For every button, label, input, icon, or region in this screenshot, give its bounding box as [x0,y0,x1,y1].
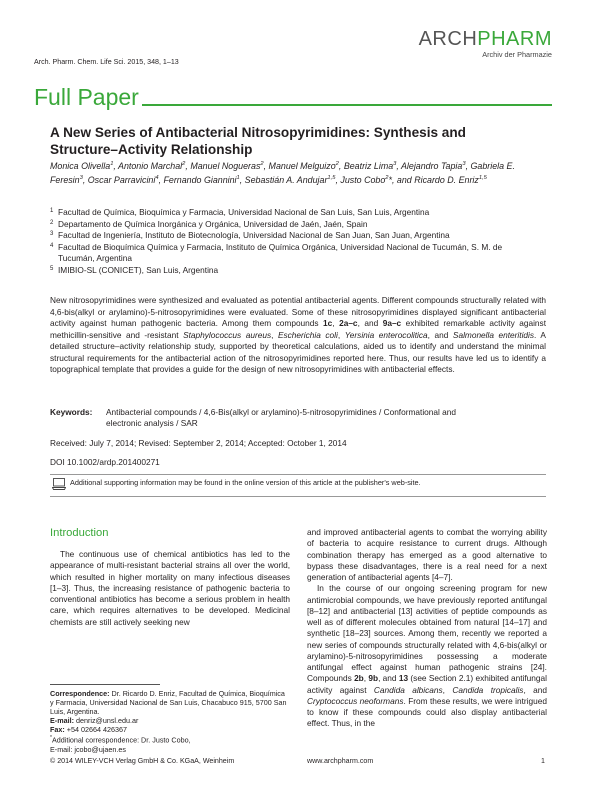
divider [50,496,546,497]
intro-right-column [307,527,547,730]
doi[interactable]: DOI 10.1002/ardp.201400271 [50,457,160,467]
abstract: New nitrosopyrimidines were synthesized and evaluated as potential antibacterial agents. Different compounds structurally related with 4,6-bis(alkyl or arylamino)-5-nitrosopyrimidines were evaluated. Some of these nitrosopyrimidines displayed significant antibacterial activity against human pathogenic bacteria. Among them compounds 1c, 2a–c, and 9a–c exhibited remarkable activity against methicillin-sensitive and -resistant Staphylococcus aureus, Escherichia coli, Yersinia enterocolitica, and Salmonella enteritidis. A detailed structure–activity relationship study, supported by theoretical calculations, aided us to identify and understand the minimal structural requirements for the antibacterial action of the nitrosopyrimidines reported here. Thus, our results have led us to identify a topographical template that provides a guide for the design of new nitrosopyrimidines with antibacterial effects. [50,295,546,374]
fax-number: +54 02664 426367 [66,725,127,735]
copyright: © 2014 WILEY-VCH Verlag GmbH & Co. KGaA, Weinheim [50,757,235,765]
logo-arch-text: ARCH [418,28,478,50]
correspondence-block: Correspondence: Dr. Ricardo D. Enriz, Facultad de Química, Bioquímica y Farmacia, Universidad Nacional de San Luis, Chacabuco 915, 5700 San Luis, Argentina. E-mail: denriz@unsl.edu.ar Fax: +54 02664 426367 *Additional correspondence: Dr. Justo Cobo, E-mail: jcobo@ujaen.es [50,689,290,754]
email-link-2[interactable]: E-mail: jcobo@ujaen.es [50,744,127,754]
fax-label: Fax: [50,725,65,735]
logo-pharm-text: PHARM [477,28,552,50]
website-link[interactable]: www.archpharm.com [307,757,374,765]
affiliation-item: 4 Facultad de Bioquímica Química y Farmacia, Instituto de Química Orgánica, Universidad Nacional de Tucumán, S. M. de Tucumán, Argentina [50,241,503,263]
intro-left-column [50,549,290,628]
correspondence-text: Dr. Ricardo D. Enriz, Facultad de Química, Bioquímica y Farmacia, Universidad Nacional de San Luis, Chacabuco 915, 5700 San Luis, Argentina. [50,689,287,717]
article-dates: Received: July 7, 2014; Revised: September 2, 2014; Accepted: October 1, 2014 [50,438,347,448]
affiliation-item: 2 Departamento de Química Inorgánica y Orgánica, Universidad de Jaén, Jaén, Spain [50,218,368,229]
intro-paragraph: and improved antibacterial agents to combat the worrying ability of bacteria to acquire resistance to current drugs. Although combination therapy has emerged as a good alternative to bypass these disadvantages, there is a real need for a next generation of antibacterial agents [4–7]. [307,527,547,582]
keywords-text: Antibacterial compounds / 4,6-Bis(alkyl or arylamino)-5-nitrosopyrimidines / Conformational and electronic analysis / SAR [106,407,457,429]
affiliation-list [50,207,530,276]
author-list: Monica Olivella$^1$, Antonio Marchal$^2$, Manuel Nogueras$^2$, Manuel Melguizo$^2$, Beatriz Lima$^3$, Alejandro Tapia$^3$, Gabriela E. Feresin$^3$, Oscar Parravicini$^4$, Fernando Giannini$^1$, Sebastián A. Andujar$^{1,5}$, Justo Cobo$^2$*, and Ricardo D. Enriz$^{1,5}$ [50,160,515,185]
keywords-block [50,407,530,430]
footnote-rule [50,684,160,685]
logo-subtitle: Archiv der Pharmazie [482,50,552,59]
email-label: E-mail: [50,716,74,726]
computer-icon [52,477,66,488]
keywords-label: Keywords: [50,407,93,417]
affiliation-item: 1 Facultad de Química, Bioquímica y Farmacia, Universidad Nacional de San Luis, San Luis, Argentina [50,207,430,217]
section-label: Full Paper [34,84,139,110]
page-number: 1 [541,757,545,765]
correspondence-label: Correspondence: [50,689,110,698]
supporting-info-note: Additional supporting information may be found in the online version of this article at the publisher's web-site. [70,478,421,487]
section-rule [142,104,552,106]
divider [50,474,546,475]
journal-reference: Arch. Pharm. Chem. Life Sci. 2015, 348, 1–13 [34,58,179,66]
intro-paragraph: In the course of our ongoing screening program for new antimicrobial compounds, we have previously reported antifungal [8–12] and antibacterial [13] activities of peptide compounds as well as of different molecules obtained from natural [14–17] and synthetic [18–23] sources. Among them, recently we reported a new series of compounds structurally related with 4,6-bis(alkyl or arylamino)-5-nitrosopyrimidines possessing a moderate antifungal effect against human pathogenic strains [24]. Compounds 2b, 9b, and 13 (see Section 2.1) exhibited antifungal activity against Candida albicans, Candida tropicalis, and Cryptococcus neoformans. From these results, we were intrigued to know if these compounds could also display antibacterial effect. Thus, in the [307,583,547,729]
affiliation-item: 5 IMIBIO-SL (CONICET), San Luis, Argentina [50,264,219,275]
article-title: A New Series of Antibacterial Nitrosopyrimidines: Synthesis and Structure–Activity Relationship [50,125,466,157]
affiliation-item: 3 Facultad de Ingeniería, Instituto de Biotecnología, Universidad Nacional de San Juan, San Juan, Argentina [50,230,450,240]
email-link[interactable]: denriz@unsl.edu.ar [75,716,139,726]
introduction-heading: Introduction [50,527,109,539]
additional-correspondence: Additional correspondence: Dr. Justo Cobo, [51,735,191,745]
journal-logo [404,28,552,59]
intro-paragraph: The continuous use of chemical antibiotics has led to the appearance of multi-resistant bacterial strains all over the world, which resulted in higher mortality on many infectious diseases [1–3]. Thus, the increasing resistance of pathogenic bacteria to conventional antibiotics has become a serious problem in health care, which requires alternatives to be developed. Medicinal chemists are still actively seeking new [50,549,290,627]
